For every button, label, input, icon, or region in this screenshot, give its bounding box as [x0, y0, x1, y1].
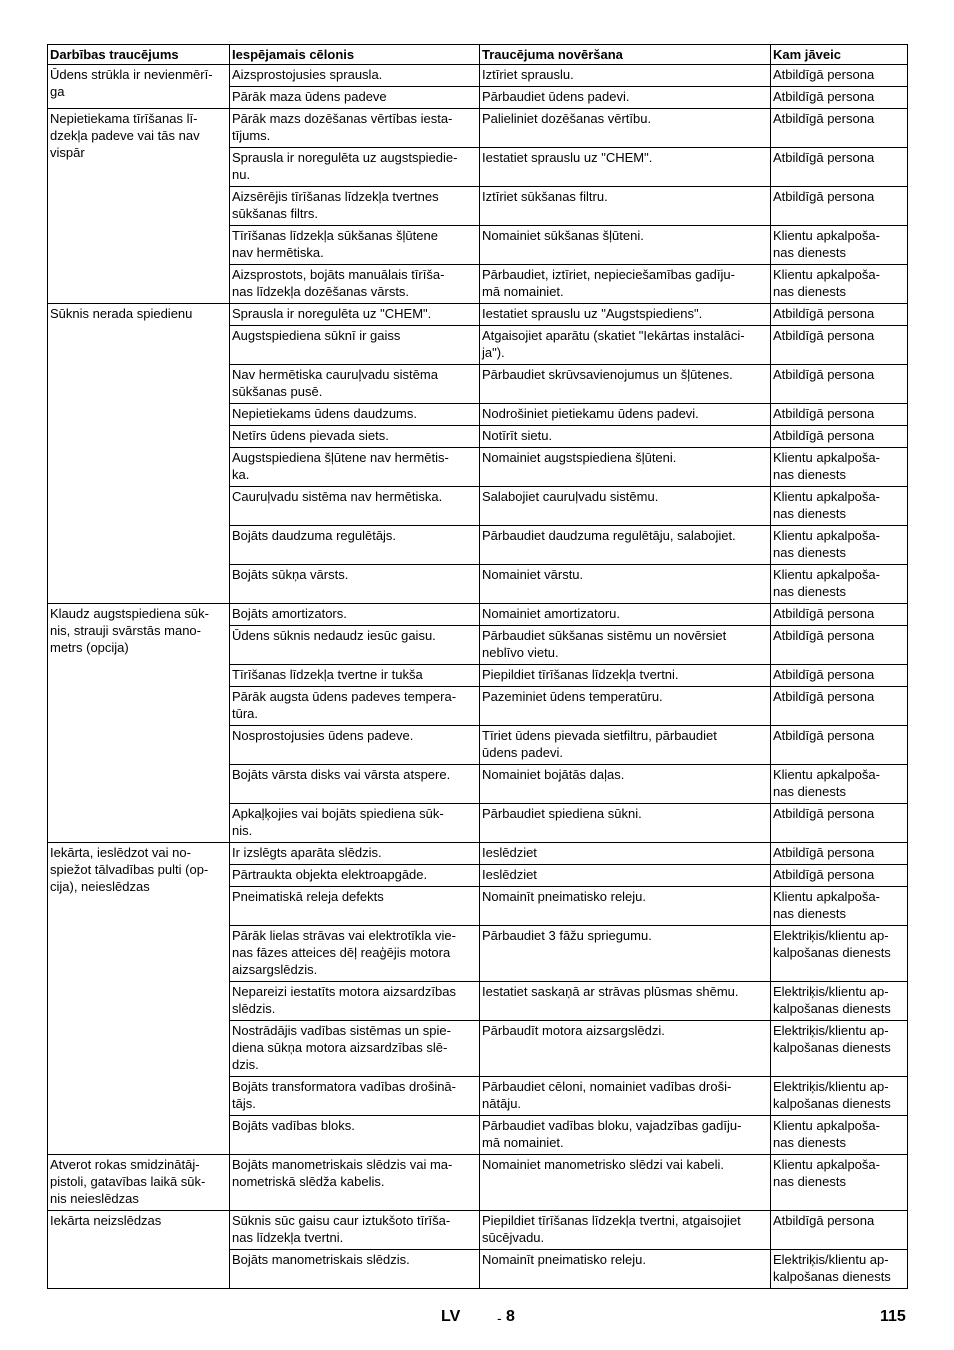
cause-cell: Augstspiediena sūknī ir gaiss	[230, 326, 480, 365]
cause-cell: Nostrādājis vadības sistēmas un spie- diena sūkņa motora aizsardzības slē- dzis.	[230, 1021, 480, 1077]
cause-cell: Ūdens sūknis nedaudz iesūc gaisu.	[230, 626, 480, 665]
fix-cell: Iestatiet saskaņā ar strāvas plūsmas shēmu.	[480, 982, 771, 1021]
who-cell: Atbildīgā persona	[771, 665, 908, 687]
cause-cell: Pārāk lielas strāvas vai elektrotīkla vie- nas fāzes atteices dēļ reaģējis motora aizsargslēdzis.	[230, 926, 480, 982]
cause-cell: Bojāts vadības bloks.	[230, 1116, 480, 1155]
who-cell: Klientu apkalpoša- nas dienests	[771, 265, 908, 304]
footer-section-number: 8	[506, 1308, 515, 1325]
cause-cell: Sprausla ir noregulēta uz augstspiedie- nu.	[230, 148, 480, 187]
fix-cell: Palieliniet dozēšanas vērtību.	[480, 109, 771, 148]
table-header	[48, 45, 908, 65]
who-cell: Atbildīgā persona	[771, 304, 908, 326]
who-cell: Atbildīgā persona	[771, 187, 908, 226]
cause-cell: Bojāts sūkņa vārsts.	[230, 565, 480, 604]
fix-cell: Iestatiet sprauslu uz "Augstspiediens".	[480, 304, 771, 326]
who-cell: Elektriķis/klientu ap- kalpošanas dienests	[771, 1021, 908, 1077]
cause-cell: Bojāts transformatora vadības drošinā- tājs.	[230, 1077, 480, 1116]
fault-cell: Iekārta, ieslēdzot vai no- spiežot tālvadības pulti (op- cija), neieslēdzas	[48, 843, 230, 1155]
cause-cell: Ir izslēgts aparāta slēdzis.	[230, 843, 480, 865]
cause-cell: Sūknis sūc gaisu caur iztukšoto tīrīša- nas līdzekļa tvertni.	[230, 1211, 480, 1250]
cause-cell: Tīrīšanas līdzekļa sūkšanas šļūtene nav hermētiska.	[230, 226, 480, 265]
cause-cell: Tīrīšanas līdzekļa tvertne ir tukša	[230, 665, 480, 687]
fault-cell: Nepietiekama tīrīšanas lī- dzekļa padeve vai tās nav vispār	[48, 109, 230, 304]
header-fault: Darbības traucējums	[48, 45, 230, 65]
fix-cell: Pārbaudiet vadības bloku, vajadzības gadīju- mā nomainiet.	[480, 1116, 771, 1155]
table-row	[48, 304, 908, 326]
fault-cell: Sūknis nerada spiedienu	[48, 304, 230, 604]
who-cell: Klientu apkalpoša- nas dienests	[771, 487, 908, 526]
who-cell: Klientu apkalpoša- nas dienests	[771, 765, 908, 804]
fix-cell: Piepildiet tīrīšanas līdzekļa tvertni.	[480, 665, 771, 687]
cause-cell: Bojāts manometriskais slēdzis vai ma- nometriskā slēdža kabelis.	[230, 1155, 480, 1211]
table-row	[48, 65, 908, 87]
header-row	[48, 45, 908, 65]
who-cell: Klientu apkalpoša- nas dienests	[771, 448, 908, 487]
fix-cell: Nomainīt pneimatisko releju.	[480, 1250, 771, 1289]
cause-cell: Nepietiekams ūdens daudzums.	[230, 404, 480, 426]
who-cell: Atbildīgā persona	[771, 426, 908, 448]
who-cell: Elektriķis/klientu ap- kalpošanas dienests	[771, 982, 908, 1021]
fix-cell: Nomainiet augstspiediena šļūteni.	[480, 448, 771, 487]
cause-cell: Augstspiediena šļūtene nav hermētis- ka.	[230, 448, 480, 487]
who-cell: Klientu apkalpoša- nas dienests	[771, 565, 908, 604]
fix-cell: Ieslēdziet	[480, 865, 771, 887]
fix-cell: Iztīriet sūkšanas filtru.	[480, 187, 771, 226]
who-cell: Atbildīgā persona	[771, 404, 908, 426]
fix-cell: Iestatiet sprauslu uz "CHEM".	[480, 148, 771, 187]
cause-cell: Bojāts manometriskais slēdzis.	[230, 1250, 480, 1289]
fix-cell: Pārbaudiet skrūvsavienojumus un šļūtenes.	[480, 365, 771, 404]
cause-cell: Cauruļvadu sistēma nav hermētiska.	[230, 487, 480, 526]
cause-cell: Pneimatiskā releja defekts	[230, 887, 480, 926]
who-cell: Elektriķis/klientu ap- kalpošanas dienests	[771, 1077, 908, 1116]
fix-cell: Pārbaudīt motora aizsargslēdzi.	[480, 1021, 771, 1077]
cause-cell: Sprausla ir noregulēta uz "CHEM".	[230, 304, 480, 326]
footer-page-number: 115	[880, 1308, 906, 1325]
cause-cell: Pārāk augsta ūdens padeves tempera- tūra.	[230, 687, 480, 726]
troubleshooting-table	[47, 44, 908, 1289]
fault-cell: Klaudz augstspiediena sūk- nis, strauji svārstās mano- metrs (opcija)	[48, 604, 230, 843]
fix-cell: Pārbaudiet cēloni, nomainiet vadības droši- nātāju.	[480, 1077, 771, 1116]
cause-cell: Aizsprostots, bojāts manuālais tīrīša- nas līdzekļa dozēšanas vārsts.	[230, 265, 480, 304]
table-row	[48, 109, 908, 148]
cause-cell: Nosprostojusies ūdens padeve.	[230, 726, 480, 765]
fix-cell: Nomainiet sūkšanas šļūteni.	[480, 226, 771, 265]
who-cell: Atbildīgā persona	[771, 87, 908, 109]
who-cell: Atbildīgā persona	[771, 1211, 908, 1250]
who-cell: Atbildīgā persona	[771, 148, 908, 187]
fix-cell: Pārbaudiet spiediena sūkni.	[480, 804, 771, 843]
fix-cell: Ieslēdziet	[480, 843, 771, 865]
table-row	[48, 843, 908, 865]
fix-cell: Atgaisojiet aparātu (skatiet "Iekārtas instalāci- ja").	[480, 326, 771, 365]
who-cell: Atbildīgā persona	[771, 626, 908, 665]
fix-cell: Iztīriet sprauslu.	[480, 65, 771, 87]
who-cell: Klientu apkalpoša- nas dienests	[771, 526, 908, 565]
who-cell: Atbildīgā persona	[771, 604, 908, 626]
who-cell: Klientu apkalpoša- nas dienests	[771, 1116, 908, 1155]
who-cell: Klientu apkalpoša- nas dienests	[771, 887, 908, 926]
fix-cell: Nomainīt pneimatisko releju.	[480, 887, 771, 926]
who-cell: Elektriķis/klientu ap- kalpošanas dienests	[771, 1250, 908, 1289]
who-cell: Atbildīgā persona	[771, 365, 908, 404]
who-cell: Atbildīgā persona	[771, 687, 908, 726]
fix-cell: Pārbaudiet 3 fāžu spriegumu.	[480, 926, 771, 982]
footer-language: LV	[441, 1308, 461, 1325]
cause-cell: Pārtraukta objekta elektroapgāde.	[230, 865, 480, 887]
table-row	[48, 604, 908, 626]
who-cell: Atbildīgā persona	[771, 804, 908, 843]
who-cell: Atbildīgā persona	[771, 865, 908, 887]
footer-dash: -	[497, 1310, 502, 1326]
table-row	[48, 1211, 908, 1250]
fix-cell: Tīriet ūdens pievada sietfiltru, pārbaudiet ūdens padevi.	[480, 726, 771, 765]
header-who: Kam jāveic	[771, 45, 908, 65]
fix-cell: Pārbaudiet sūkšanas sistēmu un novērsiet neblīvo vietu.	[480, 626, 771, 665]
cause-cell: Bojāts vārsta disks vai vārsta atspere.	[230, 765, 480, 804]
cause-cell: Aizsprostojusies sprausla.	[230, 65, 480, 87]
fault-cell: Ūdens strūkla ir nevienmērī- ga	[48, 65, 230, 109]
who-cell: Atbildīgā persona	[771, 326, 908, 365]
fix-cell: Pārbaudiet daudzuma regulētāju, salabojiet.	[480, 526, 771, 565]
cause-cell: Bojāts daudzuma regulētājs.	[230, 526, 480, 565]
who-cell: Klientu apkalpoša- nas dienests	[771, 1155, 908, 1211]
fix-cell: Salabojiet cauruļvadu sistēmu.	[480, 487, 771, 526]
who-cell: Klientu apkalpoša- nas dienests	[771, 226, 908, 265]
cause-cell: Nav hermētiska cauruļvadu sistēma sūkšanas pusē.	[230, 365, 480, 404]
cause-cell: Netīrs ūdens pievada siets.	[230, 426, 480, 448]
cause-cell: Apkaļķojies vai bojāts spiediena sūk- nis.	[230, 804, 480, 843]
header-fix: Traucējuma novēršana	[480, 45, 771, 65]
fix-cell: Pazeminiet ūdens temperatūru.	[480, 687, 771, 726]
fix-cell: Notīrīt sietu.	[480, 426, 771, 448]
fix-cell: Nomainiet manometrisko slēdzi vai kabeli.	[480, 1155, 771, 1211]
cause-cell: Nepareizi iestatīts motora aizsardzības slēdzis.	[230, 982, 480, 1021]
fix-cell: Nodrošiniet pietiekamu ūdens padevi.	[480, 404, 771, 426]
fix-cell: Nomainiet vārstu.	[480, 565, 771, 604]
header-cause: Iespējamais cēlonis	[230, 45, 480, 65]
fault-cell: Atverot rokas smidzinātāj- pistoli, gatavības laikā sūk- nis neieslēdzas	[48, 1155, 230, 1211]
fix-cell: Nomainiet bojātās daļas.	[480, 765, 771, 804]
fix-cell: Piepildiet tīrīšanas līdzekļa tvertni, atgaisojiet sūcējvadu.	[480, 1211, 771, 1250]
fix-cell: Pārbaudiet, iztīriet, nepieciešamības gadīju- mā nomainiet.	[480, 265, 771, 304]
who-cell: Atbildīgā persona	[771, 843, 908, 865]
cause-cell: Bojāts amortizators.	[230, 604, 480, 626]
who-cell: Elektriķis/klientu ap- kalpošanas dienests	[771, 926, 908, 982]
table-body	[48, 65, 908, 1289]
fix-cell: Pārbaudiet ūdens padevi.	[480, 87, 771, 109]
fault-cell: Iekārta neizslēdzas	[48, 1211, 230, 1289]
who-cell: Atbildīgā persona	[771, 726, 908, 765]
cause-cell: Pārāk maza ūdens padeve	[230, 87, 480, 109]
who-cell: Atbildīgā persona	[771, 65, 908, 87]
table-row	[48, 1155, 908, 1211]
cause-cell: Pārāk mazs dozēšanas vērtības iesta- tījums.	[230, 109, 480, 148]
who-cell: Atbildīgā persona	[771, 109, 908, 148]
fix-cell: Nomainiet amortizatoru.	[480, 604, 771, 626]
cause-cell: Aizsērējis tīrīšanas līdzekļa tvertnes sūkšanas filtrs.	[230, 187, 480, 226]
